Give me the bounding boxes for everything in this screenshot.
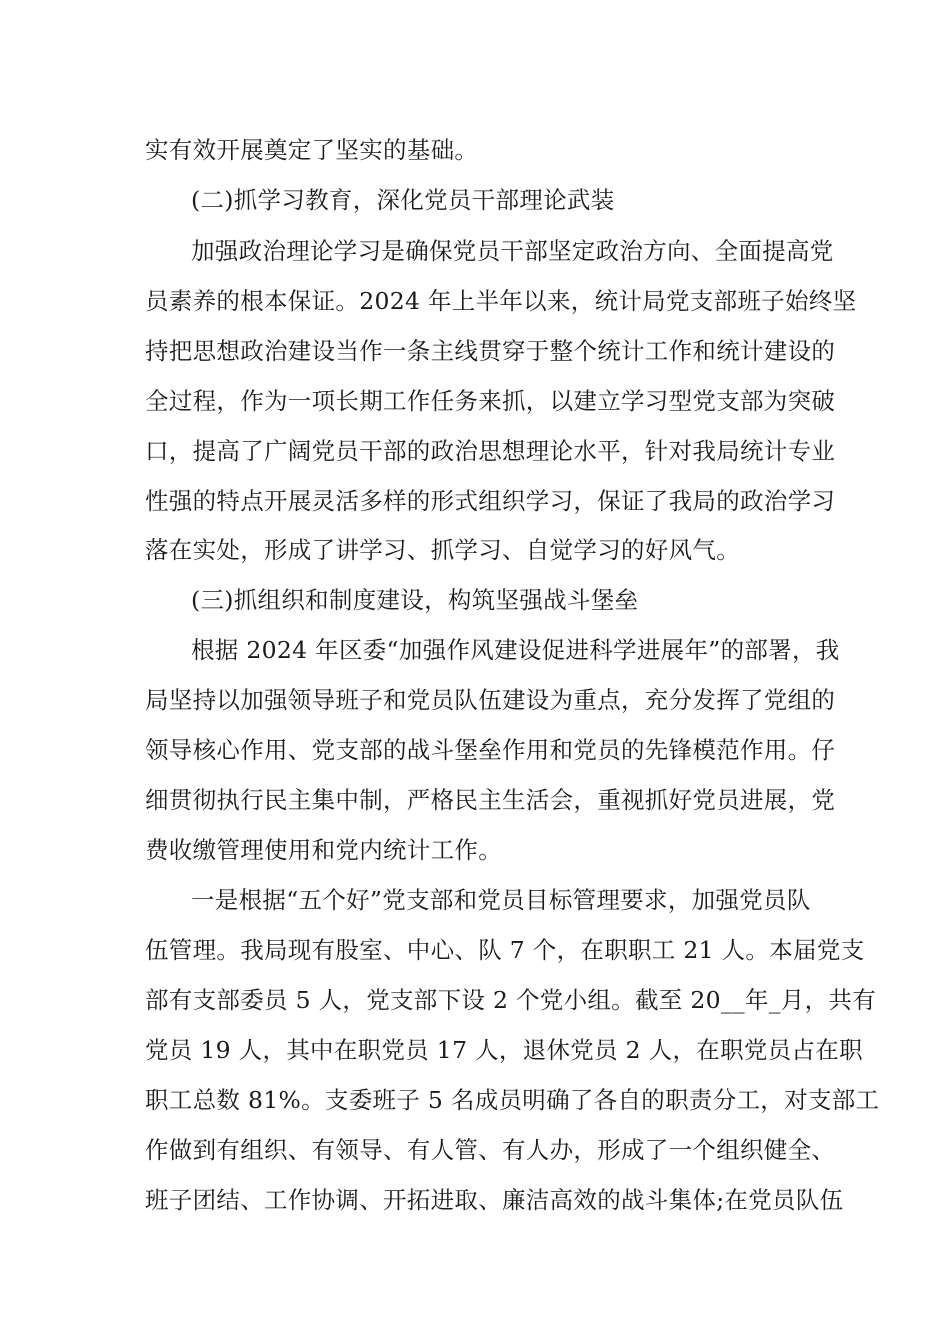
text-line: 落在实处，形成了讲学习、抓学习、自觉学习的好风气。	[145, 536, 740, 564]
text-line: 根据 2024 年区委“加强作风建设促进科学进展年”的部署，我	[191, 636, 840, 664]
section-heading: (三)抓组织和制度建设，构筑坚强战斗堡垒	[191, 586, 639, 614]
text-line: 性强的特点开展灵活多样的形式组织学习，保证了我局的政治学习	[145, 487, 836, 515]
text-line: 领导核心作用、党支部的战斗堡垒作用和党员的先锋模范作用。仔	[145, 736, 836, 764]
text-line: 作做到有组织、有领导、有人管、有人办，形成了一个组织健全、	[145, 1136, 836, 1164]
text-line: 口，提高了广阔党员干部的政治思想理论水平，针对我局统计专业	[145, 437, 836, 465]
text-line: 职工总数 81%。支委班子 5 名成员明确了各自的职责分工，对支部工	[145, 1086, 880, 1114]
text-line: 员素养的根本保证。2024 年上半年以来，统计局党支部班子始终坚	[145, 287, 857, 315]
text-line: 局坚持以加强领导班子和党员队伍建设为重点，充分发挥了党组的	[145, 686, 836, 714]
section-heading: (二)抓学习教育，深化党员干部理论武装	[191, 186, 615, 214]
text-line: 加强政治理论学习是确保党员干部坚定政治方向、全面提高党	[191, 237, 834, 265]
text-line: 实有效开展奠定了坚实的基础。	[145, 136, 479, 164]
text-line: 伍管理。我局现有股室、中心、队 7 个，在职职工 21 人。本届党支	[145, 936, 865, 964]
text-line: 全过程，作为一项长期工作任务来抓，以建立学习型党支部为突破	[145, 387, 836, 415]
text-line: 部有支部委员 5 人，党支部下设 2 个党小组。截至 20__年_月，共有	[145, 986, 877, 1014]
text-line: 一是根据“五个好”党支部和党员目标管理要求，加强党员队	[191, 886, 811, 914]
text-line: 班子团结、工作协调、开拓进取、廉洁高效的战斗集体;在党员队伍	[145, 1186, 844, 1214]
text-line: 费收缴管理使用和党内统计工作。	[145, 836, 502, 864]
text-line: 细贯彻执行民主集中制，严格民主生活会，重视抓好党员进展，党	[145, 786, 836, 814]
text-line: 党员 19 人，其中在职党员 17 人，退休党员 2 人，在职党员占在职	[145, 1036, 863, 1064]
text-line: 持把思想政治建设当作一条主线贯穿于整个统计工作和统计建设的	[145, 337, 836, 365]
